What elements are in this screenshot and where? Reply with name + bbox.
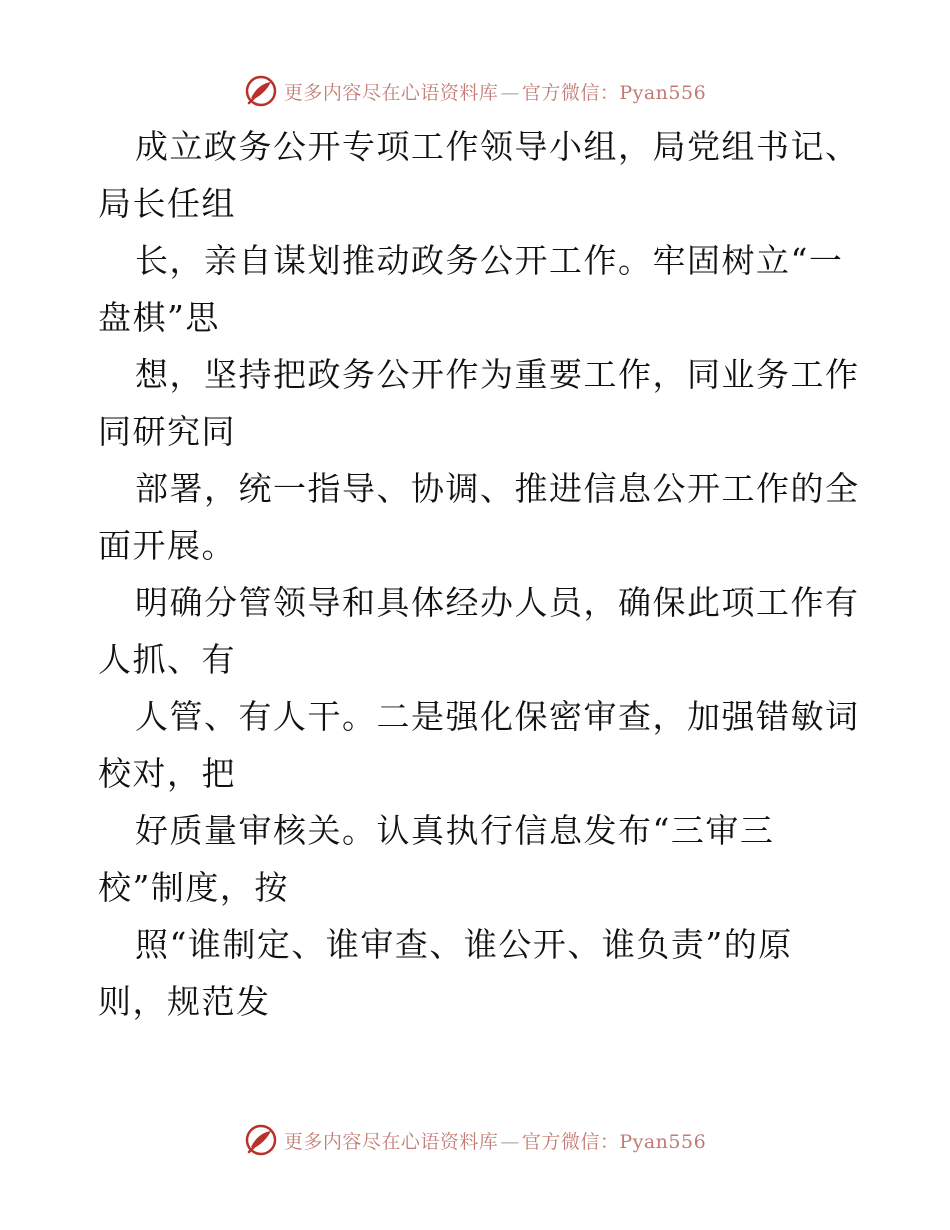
header-separator: — [500, 81, 520, 104]
body-line: 局长任组 [98, 184, 236, 223]
header-contact-text: 官方微信：Pyan556 [521, 81, 707, 104]
footer-watermark-banner [0, 1120, 950, 1160]
pen-logo-icon [244, 74, 278, 108]
header-brand-text: 更多内容尽在心语资料库 [283, 81, 499, 104]
footer-separator: — [500, 1130, 520, 1153]
body-line: 照“谁制定、谁审查、谁公开、谁负责”的原 [135, 925, 793, 964]
header-banner-text [284, 78, 706, 105]
body-line: 好质量审核关。认真执行信息发布“三审三 [135, 811, 775, 850]
body-line: 人抓、有 [98, 640, 236, 679]
body-line: 面开展。 [98, 526, 236, 565]
header-watermark-banner [0, 71, 950, 111]
body-line: 则，规范发 [98, 982, 271, 1021]
body-line: 成立政务公开专项工作领导小组，局党组书记、 [135, 127, 860, 166]
body-line: 长，亲自谋划推动政务公开工作。牢固树立“一 [135, 241, 844, 280]
body-line: 同研究同 [98, 412, 236, 451]
footer-contact-text: 官方微信：Pyan556 [521, 1130, 707, 1153]
body-line: 明确分管领导和具体经办人员，确保此项工作有 [135, 583, 860, 622]
body-line: 校”制度，按 [98, 868, 289, 907]
body-line: 校对，把 [98, 754, 236, 793]
document-body [98, 118, 858, 1030]
footer-brand-text: 更多内容尽在心语资料库 [283, 1130, 499, 1153]
body-line: 人管、有人干。二是强化保密审查，加强错敏词 [135, 697, 860, 736]
body-line: 部署，统一指导、协调、推进信息公开工作的全 [135, 469, 860, 508]
body-line: 想，坚持把政务公开作为重要工作，同业务工作 [135, 355, 860, 394]
body-line: 盘棋”思 [98, 298, 220, 337]
pen-logo-icon [244, 1123, 278, 1157]
footer-banner-text [284, 1127, 706, 1154]
